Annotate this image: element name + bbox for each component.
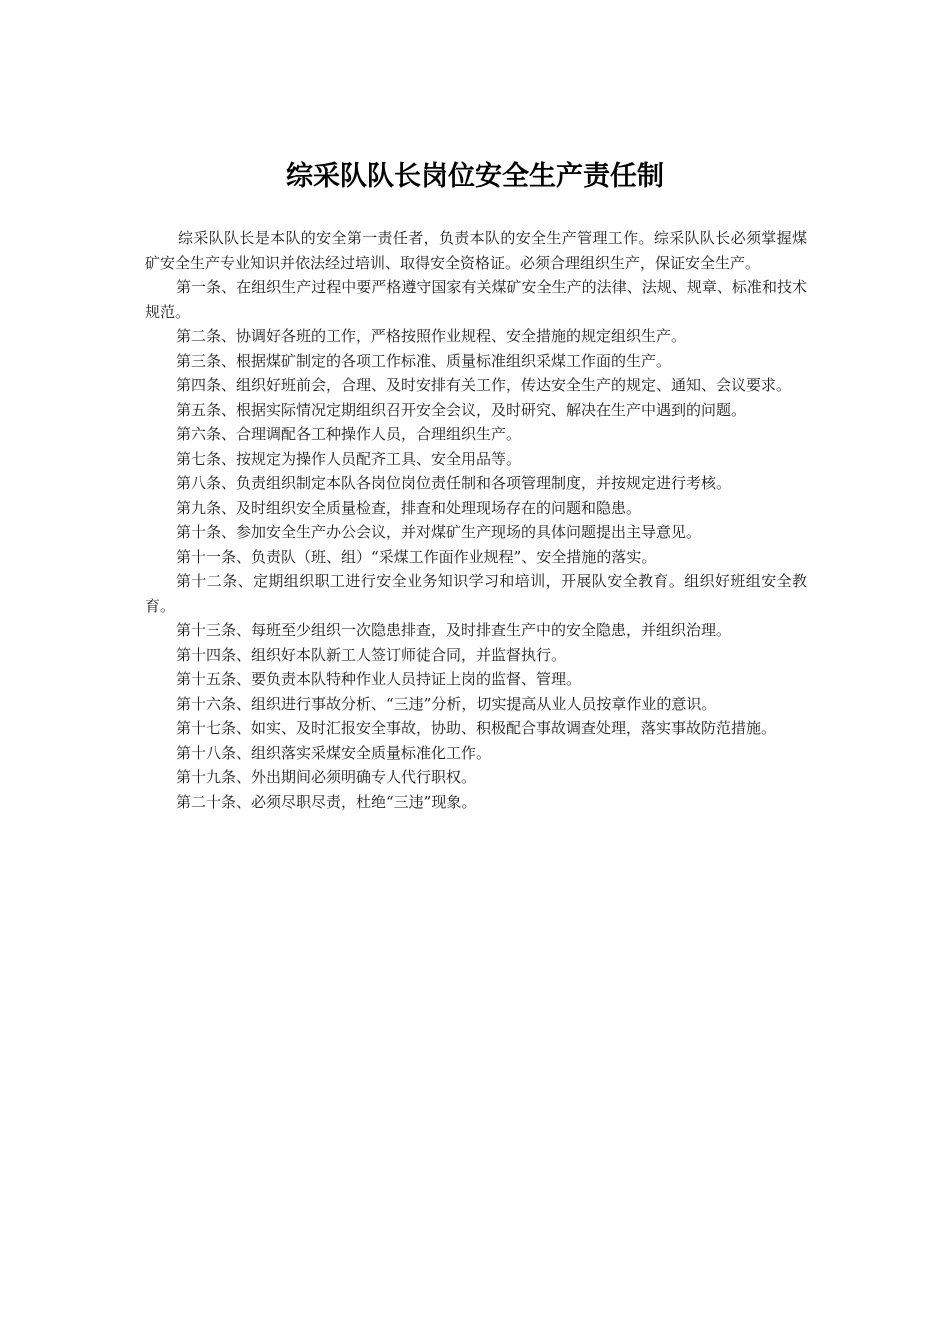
article-16: 第十六条、组织进行事故分析、“三违”分析，切实提高从业人员按章作业的意识。 xyxy=(176,694,717,713)
intro-paragraph: 综采队队长是本队的安全第一责任者，负责本队的安全生产管理工作。综采队队长必须掌握煤矿安全生产专业知识并依法经过培训、取得安全资格证。必须合理组织生产，保证安全生产。 xyxy=(145,229,807,272)
article-13: 第十三条、每班至少组织一次隐患排查，及时排查生产中的安全隐患，并组织治理。 xyxy=(176,621,732,639)
article-20: 第二十条、必须尽职尽责，杜绝“三违”现象。 xyxy=(176,792,477,811)
article-11: 第十一条、负责队（班、组）“采煤工作面作业规程”、安全措施的落实。 xyxy=(176,547,657,566)
article-14: 第十四条、组织好本队新工人签订师徒合同，并监督执行。 xyxy=(176,645,567,664)
article-9: 第九条、及时组织安全质量检查，排查和处理现场存在的问题和隐患。 xyxy=(176,498,642,517)
article-1: 第一条、在组织生产过程中要严格遵守国家有关煤矿安全生产的法律、法规、规章、标准和技术规范。 xyxy=(145,278,807,321)
article-18: 第十八条、组织落实采煤安全质量标准化工作。 xyxy=(176,743,492,762)
article-4: 第四条、组织好班前会，合理、及时安排有关工作，传达安全生产的规定、通知、会议要求。 xyxy=(176,376,792,394)
article-17: 第十七条、如实、及时汇报安全事故，协助、积极配合事故调查处理，落实事故防范措施。 xyxy=(176,719,777,737)
article-15: 第十五条、要负责本队特种作业人员持证上岗的监督、管理。 xyxy=(176,670,582,688)
article-2: 第二条、协调好各班的工作，严格按照作业规程、安全措施的规定组织生产。 xyxy=(176,327,687,345)
document-body xyxy=(145,226,807,814)
document-title: 综采队队长岗位安全生产责任制 xyxy=(286,161,664,192)
article-7: 第七条、按规定为操作人员配齐工具、安全用品等。 xyxy=(176,449,522,468)
article-8: 第八条、负责组织制定本队各岗位岗位责任制和各项管理制度，并按规定进行考核。 xyxy=(176,474,732,492)
article-6: 第六条、合理调配各工种操作人员，合理组织生产。 xyxy=(176,425,522,443)
article-12: 第十二条、定期组织职工进行安全业务知识学习和培训，开展队安全教育。组织好班组安全教育。 xyxy=(145,572,807,615)
article-5: 第五条、根据实际情况定期组织召开安全会议，及时研究、解决在生产中遇到的问题。 xyxy=(176,400,747,419)
article-3: 第三条、根据煤矿制定的各项工作标准、质量标准组织采煤工作面的生产。 xyxy=(176,351,672,370)
article-10: 第十条、参加安全生产办公会议，并对煤矿生产现场的具体问题提出主导意见。 xyxy=(176,523,702,541)
article-19: 第十九条、外出期间必须明确专人代行职权。 xyxy=(176,768,477,786)
